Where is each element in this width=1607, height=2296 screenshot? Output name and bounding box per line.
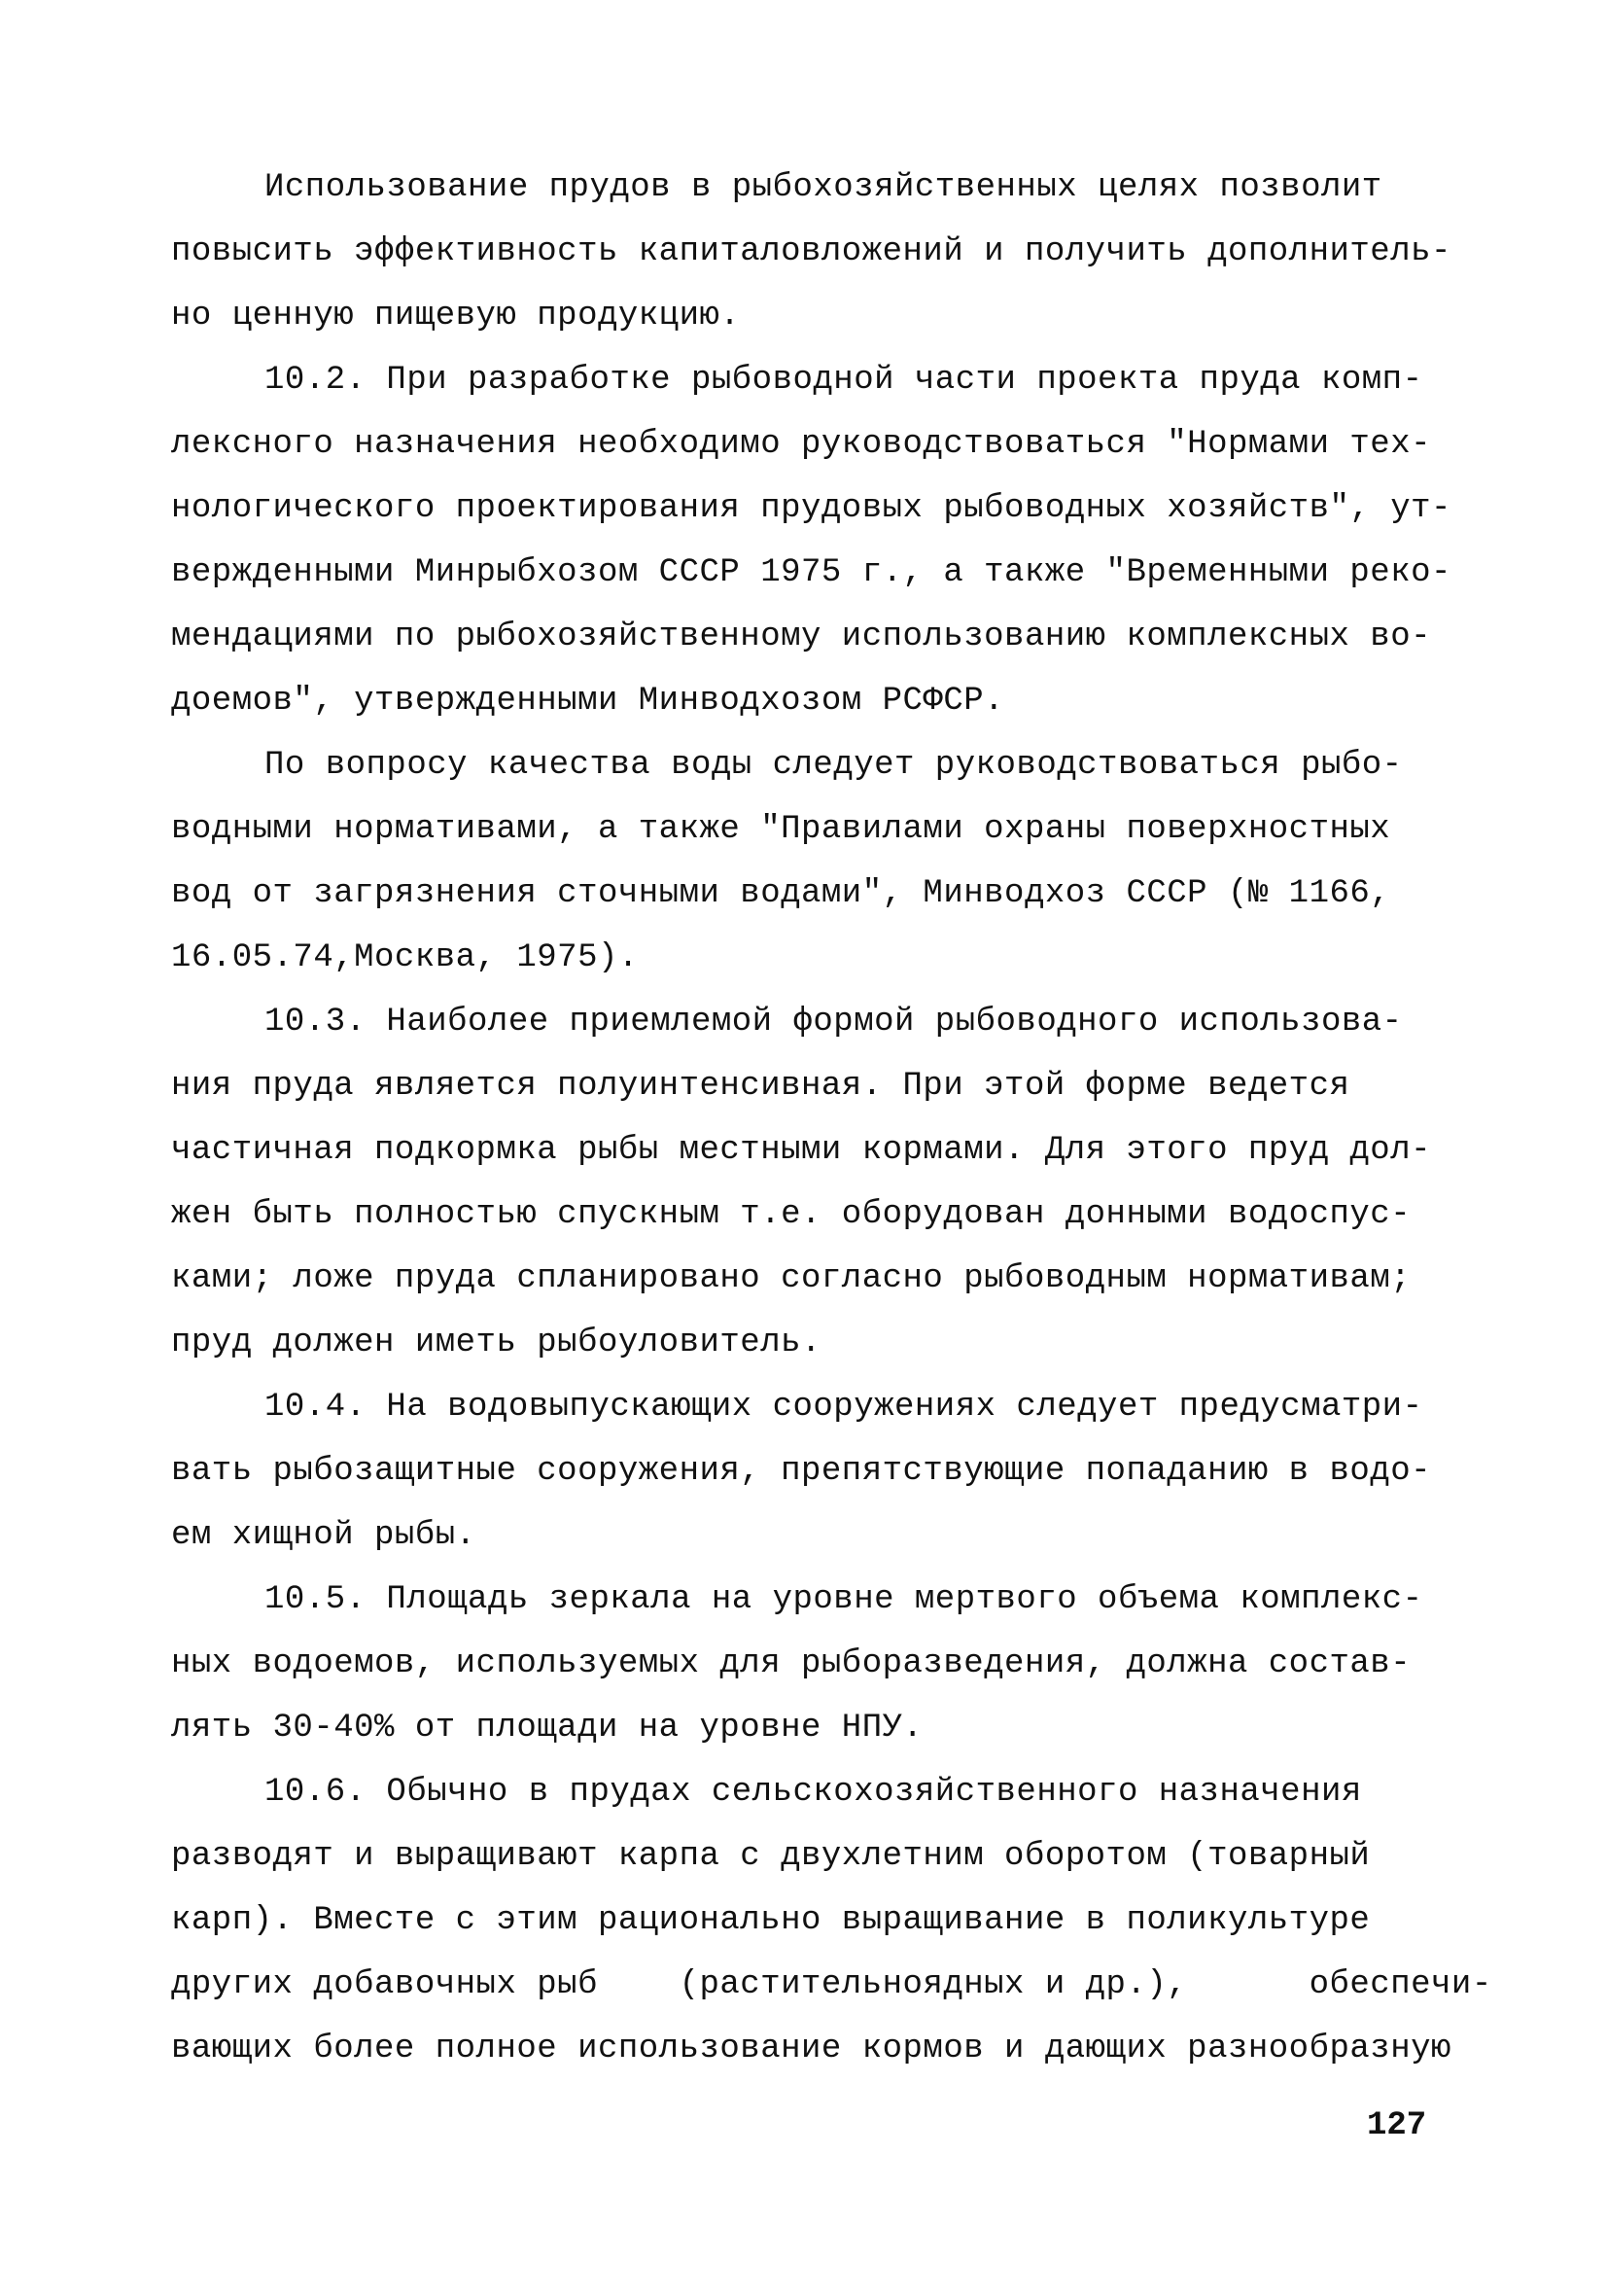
text-line: 10.5. Площадь зеркала на уровне мертвого объема комплекс-: [264, 1581, 1423, 1618]
text-line: жен быть полностью спускным т.е. оборудован донными водоспус-: [171, 1196, 1412, 1233]
text-line: ем хищной рыбы.: [171, 1517, 476, 1554]
text-line: 10.2. При разработке рыбоводной части проекта пруда комп-: [264, 362, 1423, 399]
text-line: мендациями по рыбохозяйственному использованию комплексных во-: [171, 618, 1432, 655]
text-line: лять 30-40% от площади на уровне НПУ.: [171, 1710, 924, 1747]
text-line: водными нормативами, а также "Правилами охраны поверхностных: [171, 811, 1391, 848]
text-line: пруд должен иметь рыбоуловитель.: [171, 1325, 821, 1361]
text-line: разводят и выращивают карпа с двухлетним оборотом (товарный: [171, 1838, 1371, 1875]
text-line: По вопросу качества воды следует руководствоваться рыбо-: [264, 747, 1403, 784]
text-line: вержденными Минрыбхозом СССР 1975 г., а также "Временными реко-: [171, 554, 1451, 591]
page-number: 127: [1367, 2107, 1427, 2144]
text-line: 16.05.74,Москва, 1975).: [171, 939, 639, 976]
text-line: частичная подкормка рыбы местными кормами. Для этого пруд дол-: [171, 1132, 1432, 1169]
text-line: но ценную пищевую продукцию.: [171, 298, 741, 335]
text-line: ками; ложе пруда спланировано согласно рыбоводным нормативам;: [171, 1260, 1412, 1297]
text-line: вать рыбозащитные сооружения, препятствующие попаданию в водо-: [171, 1453, 1432, 1490]
text-line: вод от загрязнения сточными водами", Минводхоз СССР (№ 1166,: [171, 875, 1391, 912]
text-line: доемов", утвержденными Минводхозом РСФСР.: [171, 683, 1005, 720]
text-line: лексного назначения необходимо руководствоваться "Нормами тех-: [171, 426, 1432, 463]
text-line: других добавочных рыб (растительноядных и др.), обеспечи-: [171, 1966, 1492, 2003]
text-line: ных водоемов, используемых для рыборазведения, должна состав-: [171, 1645, 1412, 1682]
text-line: ния пруда является полуинтенсивная. При этой форме ведется: [171, 1068, 1350, 1105]
text-line: повысить эффективность капиталовложений и получить дополнитель-: [171, 233, 1451, 270]
text-line: нологического проектирования прудовых рыбоводных хозяйств", ут-: [171, 490, 1451, 527]
text-line: 10.4. На водовыпускающих сооружениях следует предусматри-: [264, 1389, 1423, 1426]
text-line: карп). Вместе с этим рационально выращивание в поликультуре: [171, 1902, 1371, 1939]
text-line: Использование прудов в рыбохозяйственных целях позволит: [264, 169, 1382, 206]
text-line: 10.3. Наиболее приемлемой формой рыбоводного использова-: [264, 1004, 1403, 1041]
text-line: 10.6. Обычно в прудах сельскохозяйственного назначения: [264, 1774, 1362, 1811]
text-line: вающих более полное использование кормов и дающих разнообразную: [171, 2031, 1451, 2067]
